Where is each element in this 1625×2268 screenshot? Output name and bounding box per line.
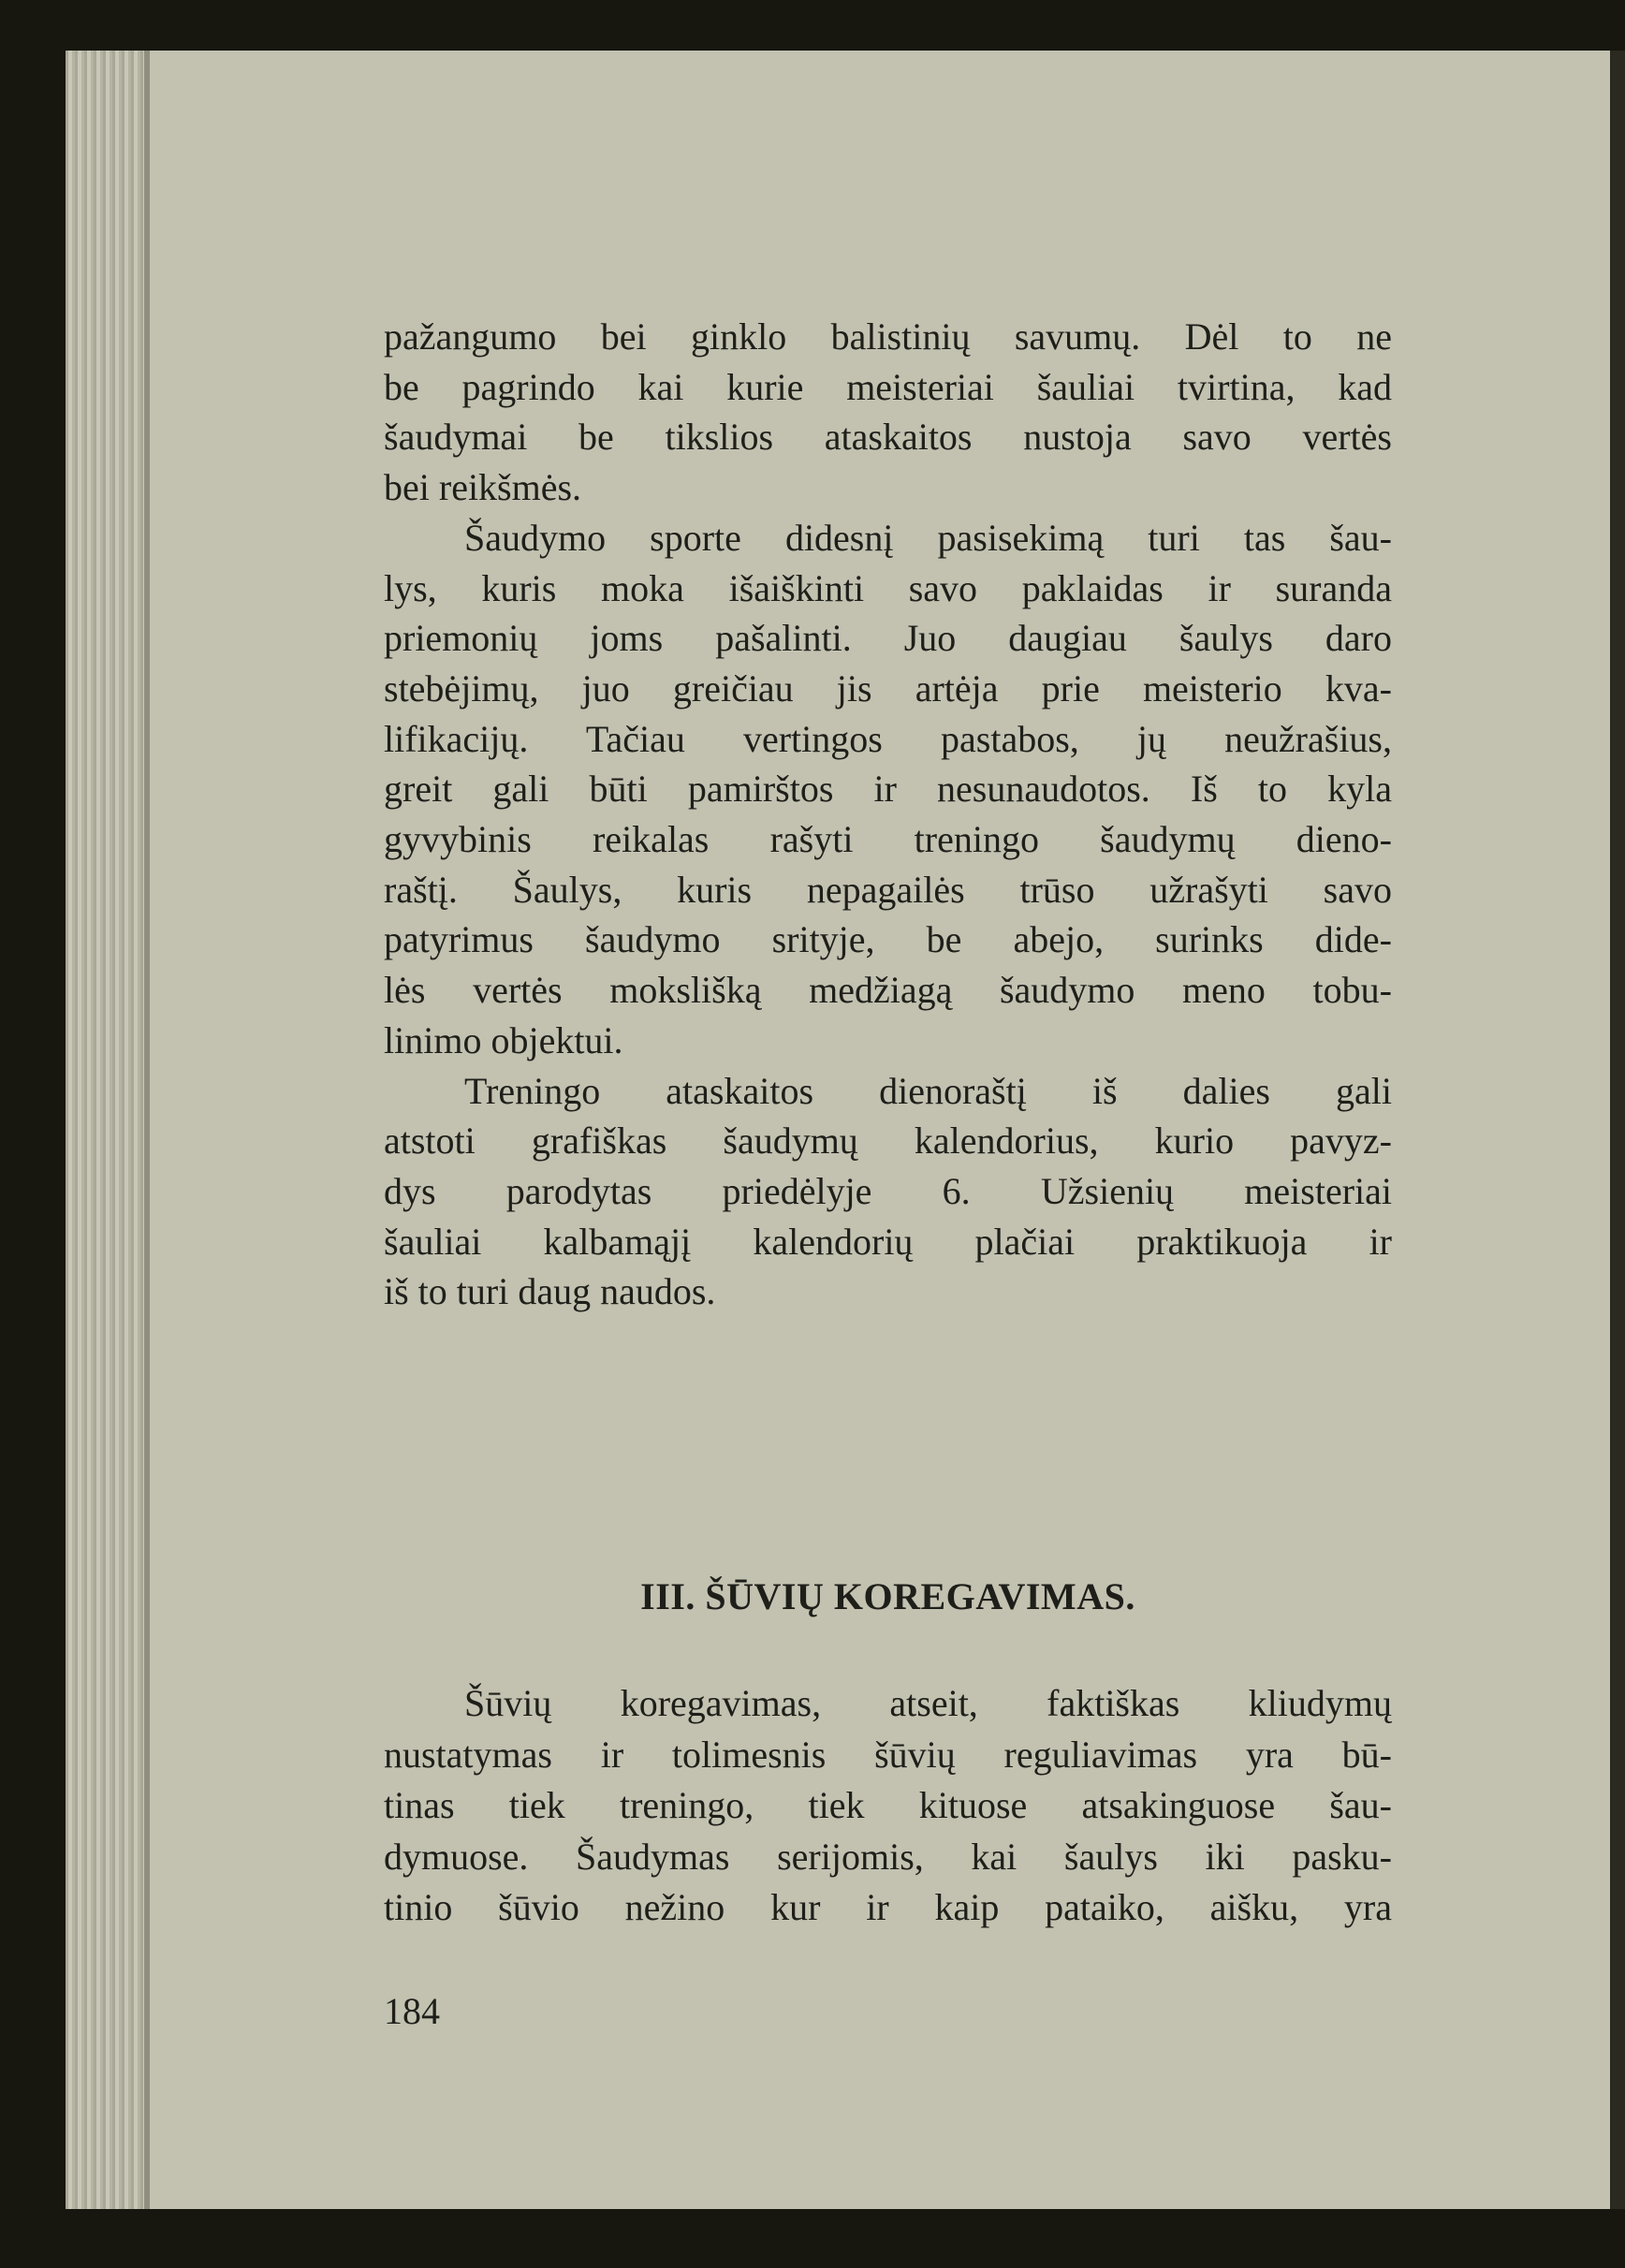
- text-line: linimo objektui.: [384, 1018, 623, 1061]
- text-line: lys, kuris moka išaiškinti savo paklaidas ir suranda: [384, 566, 1392, 609]
- text-line: šauliai kalbamąjį kalendorių plačiai praktikuoja ir: [384, 1220, 1392, 1263]
- text-line: stebėjimų, juo greičiau jis artėja prie meisterio kva-: [384, 666, 1392, 710]
- text-line: šaudymai be tikslios ataskaitos nustoja savo vertės: [384, 416, 1392, 459]
- scan-border: [1610, 51, 1625, 2209]
- text-line: nustatymas ir tolimesnis šūvių reguliavimas yra bū-: [384, 1733, 1392, 1776]
- text-line: tinas tiek treningo, tiek kituose atsakinguose šau-: [384, 1784, 1392, 1826]
- text-line: be pagrindo kai kurie meisteriai šauliai tvirtina, kad: [384, 365, 1392, 408]
- text-line: dymuose. Šaudymas serijomis, kai šaulys iki pasku-: [384, 1835, 1392, 1878]
- text-line: Šaudymo sporte didesnį pasisekimą turi tas šau-: [464, 516, 1392, 559]
- text-line: Treningo ataskaitos dienoraštį iš dalies gali: [464, 1069, 1392, 1112]
- page-stack-edge: [66, 51, 150, 2209]
- text-line: iš to turi daug naudos.: [384, 1270, 716, 1313]
- text-line: lifikacijų. Tačiau vertingos pastabos, jų neužrašius,: [384, 717, 1392, 760]
- text-line: bei reikšmės.: [384, 466, 582, 509]
- text-line: priemonių joms pašalinti. Juo daugiau šaulys daro: [384, 617, 1392, 660]
- text-line: Šūvių koregavimas, atseit, faktiškas kliudymų: [464, 1682, 1392, 1724]
- text-line: lės vertės mokslišką medžiagą šaudymo meno tobu-: [384, 969, 1392, 1012]
- text-line: atstoti grafiškas šaudymų kalendorius, kurio pavyz-: [384, 1119, 1392, 1163]
- text-line: gyvybinis reikalas rašyti treningo šaudymų dieno-: [384, 818, 1392, 860]
- page-number: 184: [384, 1990, 440, 2032]
- text-line: dys parodytas priedėlyje 6. Užsienių meisteriai: [384, 1169, 1392, 1212]
- text-line: greit gali būti pamirštos ir nesunaudotos. Iš to kyla: [384, 768, 1392, 811]
- text-line: pažangumo bei ginklo balistinių savumų. Dėl to ne: [384, 315, 1392, 358]
- text-line: patyrimus šaudymo srityje, be abejo, surinks dide-: [384, 918, 1392, 961]
- section-heading: III. ŠŪVIŲ KOREGAVIMAS.: [640, 1575, 1135, 1617]
- text-line: raštį. Šaulys, kuris nepagailės trūso užrašyti savo: [384, 868, 1392, 911]
- text-line: tinio šūvio nežino kur ir kaip pataiko, aišku, yra: [384, 1886, 1392, 1928]
